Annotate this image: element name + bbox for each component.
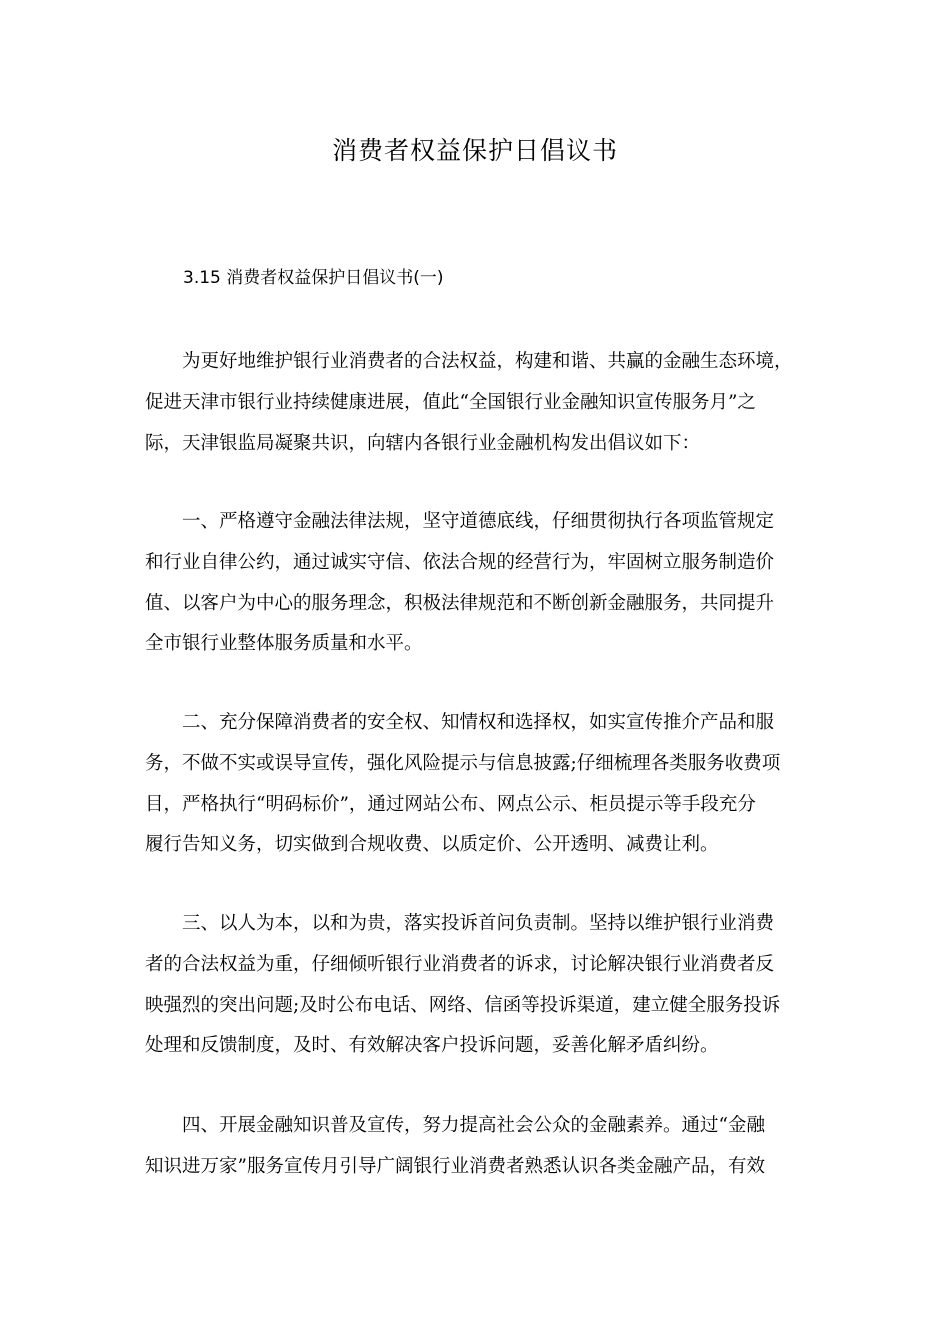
paragraph-intro [145, 342, 805, 464]
paragraph-line: 二、充分保障消费者的安全权、知情权和选择权，如实宣传推介产品和服 [182, 712, 775, 733]
paragraph-line: 知识进万家”服务宣传月引导广阔银行业消费者熟悉认识各类金融产品，有效 [145, 1155, 765, 1177]
paragraph-line: 目，严格执行“明码标价”，通过网站公布、网点公示、柜员提示等手段充分 [145, 793, 756, 815]
paragraph-line: 促进天津市银行业持续健康进展，值此“全国银行业金融知识宣传服务月”之 [145, 391, 756, 413]
paragraph-line: 映强烈的突出问题;及时公布电话、网络、信函等投诉渠道，建立健全服务投诉 [145, 994, 781, 1016]
paragraph-line: 履行告知义务，切实做到合规收费、以质定价、公开透明、减费让利。 [145, 834, 719, 856]
paragraph-item-4 [145, 1106, 805, 1188]
paragraph-line: 全市银行业整体服务质量和水平。 [145, 633, 423, 655]
paragraph-line: 务，不做不实或误导宣传，强化风险提示与信息披露;仔细梳理各类服务收费项 [145, 752, 781, 774]
paragraph-line: 处理和反馈制度，及时、有效解决客户投诉问题，妥善化解矛盾纠纷。 [145, 1035, 719, 1057]
paragraph-item-1 [145, 502, 805, 665]
paragraph-line: 四、开展金融知识普及宣传，努力提高社会公众的金融素养。通过“金融 [182, 1115, 765, 1136]
paragraph-line: 为更好地维护银行业消费者的合法权益，构建和谐、共赢的金融生态环境， [182, 351, 793, 372]
paragraph-line: 值、以客户为中心的服务理念，积极法律规范和不断创新金融服务，共同提升 [145, 592, 775, 614]
document-subtitle: 3.15 消费者权益保护日倡议书(一) [183, 268, 444, 288]
paragraph-line: 际，天津银监局凝聚共识，向辖内各银行业金融机构发出倡议如下： [145, 432, 701, 454]
document-title: 消费者权益保护日倡议书 [331, 136, 618, 165]
paragraph-line: 三、以人为本，以和为贵，落实投诉首问负责制。坚持以维护银行业消费 [182, 913, 775, 934]
paragraph-line: 一、严格遵守金融法律法规，坚守道德底线，仔细贯彻执行各项监管规定 [182, 511, 775, 532]
paragraph-line: 和行业自律公约，通过诚实守信、依法合规的经营行为，牢固树立服务制造价 [145, 551, 775, 573]
paragraph-item-3 [145, 904, 805, 1067]
paragraph-line: 者的合法权益为重，仔细倾听银行业消费者的诉求，讨论解决银行业消费者反 [145, 953, 775, 975]
paragraph-item-2 [145, 703, 805, 866]
